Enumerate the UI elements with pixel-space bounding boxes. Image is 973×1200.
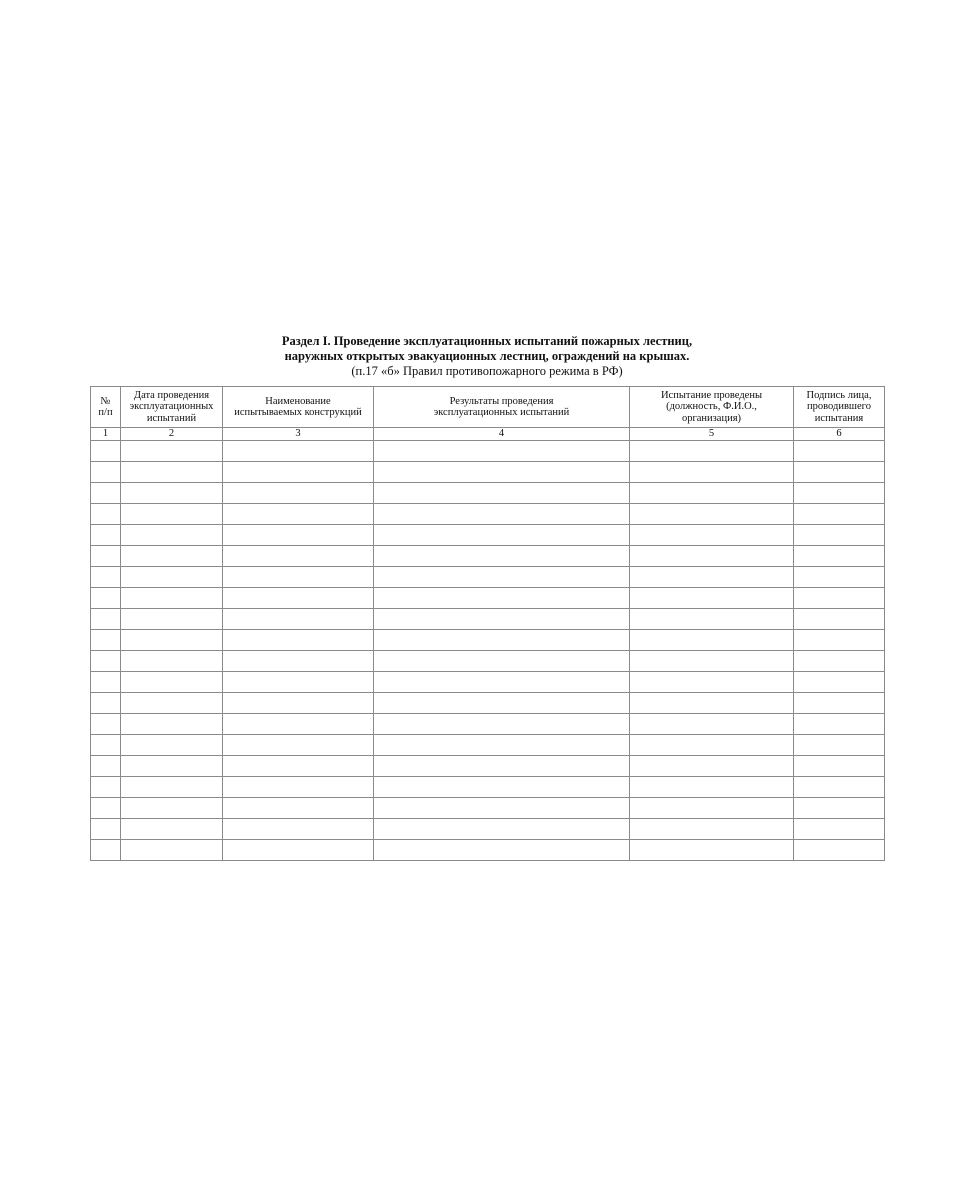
table-row	[91, 546, 885, 567]
table-cell[interactable]	[630, 630, 794, 651]
table-cell[interactable]	[223, 840, 374, 861]
table-cell[interactable]	[374, 693, 630, 714]
table-cell[interactable]	[794, 588, 885, 609]
table-row	[91, 798, 885, 819]
table-cell[interactable]	[121, 756, 223, 777]
table-row	[91, 672, 885, 693]
table-cell[interactable]	[223, 609, 374, 630]
table-cell[interactable]	[91, 798, 121, 819]
table-cell[interactable]	[223, 714, 374, 735]
table-cell[interactable]	[223, 735, 374, 756]
table-header-row	[91, 387, 885, 428]
table-cell[interactable]	[630, 651, 794, 672]
column-number: 6	[794, 428, 885, 441]
table-cell[interactable]	[374, 756, 630, 777]
table-cell[interactable]	[374, 672, 630, 693]
table-cell[interactable]	[630, 693, 794, 714]
inspection-log-table	[90, 386, 885, 861]
column-number-row	[91, 428, 885, 441]
table-cell[interactable]	[91, 483, 121, 504]
table-cell[interactable]	[121, 735, 223, 756]
table-row	[91, 840, 885, 861]
table-cell[interactable]	[91, 588, 121, 609]
column-number: 5	[630, 428, 794, 441]
table-cell[interactable]	[630, 483, 794, 504]
table-cell[interactable]	[91, 567, 121, 588]
table-row	[91, 777, 885, 798]
column-number: 2	[121, 428, 223, 441]
table-cell[interactable]	[91, 525, 121, 546]
table-cell[interactable]	[630, 777, 794, 798]
table-cell[interactable]	[374, 504, 630, 525]
header-cell-results	[374, 387, 630, 428]
table-cell[interactable]	[630, 525, 794, 546]
table-row	[91, 609, 885, 630]
column-number: 4	[374, 428, 630, 441]
table-cell[interactable]	[794, 756, 885, 777]
table-cell[interactable]	[91, 546, 121, 567]
table-cell[interactable]	[630, 756, 794, 777]
table-cell[interactable]	[223, 588, 374, 609]
table-row	[91, 693, 885, 714]
table-cell[interactable]	[91, 504, 121, 525]
table-cell[interactable]	[374, 777, 630, 798]
table-cell[interactable]	[121, 546, 223, 567]
table-cell[interactable]	[374, 546, 630, 567]
table-row	[91, 525, 885, 546]
heading-line-1: Раздел I. Проведение эксплуатационных испытаний пожарных лестниц,	[281, 334, 693, 348]
table-row	[91, 756, 885, 777]
table-cell[interactable]	[121, 672, 223, 693]
table-cell[interactable]	[794, 735, 885, 756]
table-cell[interactable]	[91, 840, 121, 861]
table-cell[interactable]	[121, 525, 223, 546]
table-cell[interactable]	[223, 525, 374, 546]
header-cell-number	[91, 387, 121, 428]
table-cell[interactable]	[630, 735, 794, 756]
table-cell[interactable]	[91, 630, 121, 651]
table-row	[91, 819, 885, 840]
table-cell[interactable]	[121, 441, 223, 462]
table-cell[interactable]	[374, 441, 630, 462]
table-cell[interactable]	[794, 525, 885, 546]
table-cell[interactable]	[374, 714, 630, 735]
header-text: испытания	[814, 412, 864, 424]
header-text: испытаний	[146, 412, 197, 424]
table-cell[interactable]	[374, 735, 630, 756]
table-cell[interactable]	[121, 609, 223, 630]
table-cell[interactable]	[91, 651, 121, 672]
table-cell[interactable]	[374, 483, 630, 504]
table-cell[interactable]	[91, 756, 121, 777]
table-row	[91, 630, 885, 651]
table-cell[interactable]	[630, 819, 794, 840]
table-cell[interactable]	[794, 840, 885, 861]
column-number: 3	[223, 428, 374, 441]
table-row	[91, 504, 885, 525]
header-text: Испытание проведены	[660, 389, 763, 401]
header-text: проводившего	[807, 401, 871, 413]
table-cell[interactable]	[121, 588, 223, 609]
table-cell[interactable]	[630, 609, 794, 630]
table-cell[interactable]	[121, 462, 223, 483]
header-text: Результаты проведения	[449, 395, 554, 407]
table-row	[91, 714, 885, 735]
table-cell[interactable]	[794, 546, 885, 567]
table-cell[interactable]	[794, 693, 885, 714]
table-cell[interactable]	[91, 609, 121, 630]
table-cell[interactable]	[374, 798, 630, 819]
table-row	[91, 462, 885, 483]
header-cell-date	[121, 387, 223, 428]
table-cell[interactable]	[630, 567, 794, 588]
header-text: эксплуатационных	[129, 401, 214, 413]
table-cell[interactable]	[223, 756, 374, 777]
table-cell[interactable]	[91, 735, 121, 756]
table-cell[interactable]	[223, 546, 374, 567]
header-text: Дата проведения	[133, 389, 210, 401]
table-cell[interactable]	[121, 483, 223, 504]
header-text: п/п	[98, 407, 113, 418]
header-cell-conducted-by	[630, 387, 794, 428]
table-cell[interactable]	[121, 714, 223, 735]
table-cell[interactable]	[374, 462, 630, 483]
table-cell[interactable]	[630, 462, 794, 483]
table-row	[91, 588, 885, 609]
section-heading	[90, 334, 884, 379]
table-cell[interactable]	[121, 819, 223, 840]
table-cell[interactable]	[374, 588, 630, 609]
table-row	[91, 483, 885, 504]
table-cell[interactable]	[91, 462, 121, 483]
table-cell[interactable]	[121, 693, 223, 714]
table-cell[interactable]	[121, 777, 223, 798]
table-cell[interactable]	[121, 840, 223, 861]
table-cell[interactable]	[223, 441, 374, 462]
header-text: №	[100, 395, 111, 407]
table-cell[interactable]	[794, 819, 885, 840]
table-cell[interactable]	[374, 819, 630, 840]
table-cell[interactable]	[91, 777, 121, 798]
header-cell-signature	[794, 387, 885, 428]
table-cell[interactable]	[121, 630, 223, 651]
table-cell[interactable]	[630, 672, 794, 693]
table-body	[91, 441, 885, 861]
table-cell[interactable]	[630, 546, 794, 567]
table-row	[91, 441, 885, 462]
table-cell[interactable]	[374, 651, 630, 672]
table-cell[interactable]	[374, 609, 630, 630]
table-cell[interactable]	[223, 672, 374, 693]
table-cell[interactable]	[91, 714, 121, 735]
header-text: организация)	[681, 412, 742, 424]
table-cell[interactable]	[91, 819, 121, 840]
header-text: эксплуатационных испытаний	[433, 407, 570, 418]
table-cell[interactable]	[223, 630, 374, 651]
table-cell[interactable]	[374, 525, 630, 546]
table-cell[interactable]	[121, 798, 223, 819]
table-row	[91, 735, 885, 756]
table-cell[interactable]	[630, 504, 794, 525]
header-text: Наименование	[265, 395, 331, 407]
table-cell[interactable]	[374, 840, 630, 861]
table-cell[interactable]	[630, 588, 794, 609]
table-row	[91, 651, 885, 672]
table-cell[interactable]	[794, 798, 885, 819]
table-cell[interactable]	[794, 609, 885, 630]
table-cell[interactable]	[794, 651, 885, 672]
table-cell[interactable]	[121, 651, 223, 672]
table-cell[interactable]	[794, 441, 885, 462]
table-cell[interactable]	[794, 483, 885, 504]
table-cell[interactable]	[121, 504, 223, 525]
table-row	[91, 567, 885, 588]
table-cell[interactable]	[223, 462, 374, 483]
table-cell[interactable]	[91, 441, 121, 462]
table-cell[interactable]	[223, 819, 374, 840]
heading-reference: (п.17 «б» Правил противопожарного режима в РФ)	[351, 364, 623, 378]
header-text: Подпись лица,	[806, 389, 872, 401]
header-text: испытываемых конструкций	[234, 407, 362, 418]
table-cell[interactable]	[794, 567, 885, 588]
table-cell[interactable]	[223, 693, 374, 714]
table-cell[interactable]	[223, 777, 374, 798]
table-cell[interactable]	[223, 504, 374, 525]
table-cell[interactable]	[630, 798, 794, 819]
table-cell[interactable]	[630, 840, 794, 861]
column-number: 1	[91, 428, 121, 441]
table-cell[interactable]	[630, 441, 794, 462]
table-cell[interactable]	[91, 672, 121, 693]
heading-line-2: наружных открытых эвакуационных лестниц, ограждений на крышах.	[284, 349, 690, 363]
table-cell[interactable]	[794, 504, 885, 525]
table-cell[interactable]	[794, 714, 885, 735]
table-cell[interactable]	[374, 630, 630, 651]
table-cell[interactable]	[794, 672, 885, 693]
table-cell[interactable]	[91, 693, 121, 714]
table-cell[interactable]	[794, 630, 885, 651]
table-cell[interactable]	[223, 567, 374, 588]
table-cell[interactable]	[794, 777, 885, 798]
table-cell[interactable]	[794, 462, 885, 483]
table-cell[interactable]	[223, 483, 374, 504]
table-cell[interactable]	[121, 567, 223, 588]
header-cell-structures	[223, 387, 374, 428]
table-cell[interactable]	[630, 714, 794, 735]
table-cell[interactable]	[223, 798, 374, 819]
table-cell[interactable]	[374, 567, 630, 588]
header-text: (должность, Ф.И.О.,	[666, 401, 757, 413]
table-cell[interactable]	[223, 651, 374, 672]
